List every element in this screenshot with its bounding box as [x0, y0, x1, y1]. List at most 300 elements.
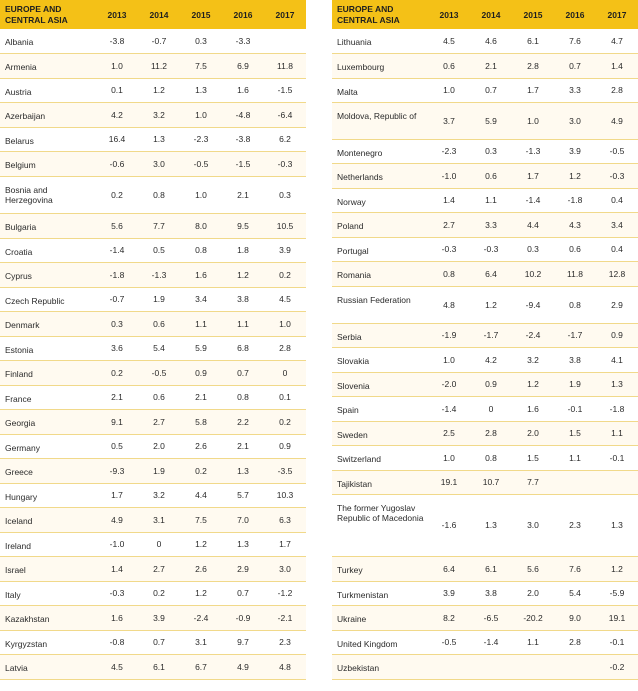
value-cell: 5.6: [512, 556, 554, 581]
value-cell: 6.7: [180, 654, 222, 679]
value-cell: -1.4: [512, 188, 554, 212]
value-cell: -0.6: [96, 151, 138, 176]
table-row: [332, 556, 638, 581]
value-cell: 1.4: [596, 53, 638, 78]
value-cell: 3.4: [180, 287, 222, 311]
value-cell: -1.8: [96, 262, 138, 287]
value-cell: 0.8: [470, 445, 512, 470]
country-name: Russian Federation: [332, 286, 428, 323]
value-cell: -0.5: [180, 151, 222, 176]
value-cell: 0.6: [470, 163, 512, 188]
value-cell: 0.7: [470, 78, 512, 102]
value-cell: 0.3: [180, 29, 222, 53]
table-row: [332, 78, 638, 102]
value-cell: 1.0: [428, 347, 470, 372]
value-cell: -0.3: [470, 237, 512, 261]
value-cell: 5.8: [180, 409, 222, 434]
value-cell: 2.7: [138, 409, 180, 434]
value-cell: 2.3: [264, 630, 306, 654]
value-cell: 2.1: [222, 176, 264, 213]
value-cell: 19.1: [596, 605, 638, 630]
value-cell: -20.2: [512, 605, 554, 630]
table-row: [0, 238, 306, 262]
value-cell: -0.1: [596, 630, 638, 654]
table-row: [332, 494, 638, 556]
country-name: Georgia: [0, 409, 96, 434]
value-cell: 6.1: [512, 29, 554, 53]
value-cell: 3.0: [264, 556, 306, 581]
value-cell: 11.8: [264, 53, 306, 78]
value-cell: 7.5: [180, 507, 222, 532]
value-cell: 3.8: [554, 347, 596, 372]
value-cell: 2.6: [180, 556, 222, 581]
table-row: [0, 507, 306, 532]
value-cell: 0.9: [596, 323, 638, 347]
table-row: [0, 262, 306, 287]
country-name: Armenia: [0, 53, 96, 78]
value-cell: 4.5: [96, 654, 138, 679]
value-cell: 4.7: [596, 29, 638, 53]
value-cell: 2.8: [264, 336, 306, 360]
value-cell: 0.3: [512, 237, 554, 261]
country-name: Netherlands: [332, 163, 428, 188]
value-cell: -0.3: [96, 581, 138, 605]
value-cell: -0.1: [596, 445, 638, 470]
value-cell: 0.8: [138, 176, 180, 213]
country-name: Estonia: [0, 336, 96, 360]
left-year-header: 2016: [222, 0, 264, 29]
value-cell: 1.2: [554, 163, 596, 188]
value-cell: 0.3: [96, 311, 138, 336]
country-name: Israel: [0, 556, 96, 581]
value-cell: -5.9: [596, 581, 638, 605]
value-cell: 0.7: [138, 630, 180, 654]
right-year-header: 2015: [512, 0, 554, 29]
value-cell: 0.3: [264, 176, 306, 213]
country-name: Luxembourg: [332, 53, 428, 78]
country-name: Finland: [0, 360, 96, 385]
value-cell: 2.8: [596, 78, 638, 102]
value-cell: -0.7: [138, 29, 180, 53]
value-cell: 4.2: [470, 347, 512, 372]
value-cell: 0.1: [264, 385, 306, 409]
country-name: Croatia: [0, 238, 96, 262]
value-cell: 3.3: [470, 212, 512, 237]
value-cell: 2.9: [222, 556, 264, 581]
table-row: [0, 434, 306, 458]
value-cell: -2.0: [428, 372, 470, 396]
value-cell: 0.6: [554, 237, 596, 261]
table-row: [0, 360, 306, 385]
value-cell: 0: [470, 396, 512, 421]
value-cell: -0.3: [428, 237, 470, 261]
value-cell: 3.9: [138, 605, 180, 630]
value-cell: 1.0: [180, 176, 222, 213]
value-cell: 1.1: [554, 445, 596, 470]
value-cell: -1.8: [554, 188, 596, 212]
table-row: [0, 385, 306, 409]
table-row: [0, 311, 306, 336]
country-name: Malta: [332, 78, 428, 102]
value-cell: 2.0: [512, 581, 554, 605]
value-cell: -1.5: [264, 78, 306, 102]
table-row: [0, 151, 306, 176]
table-row: [0, 409, 306, 434]
value-cell: 4.5: [264, 287, 306, 311]
country-name: Moldova, Republic of: [332, 102, 428, 139]
value-cell: 0.2: [138, 581, 180, 605]
value-cell: [470, 654, 512, 679]
country-name: Ukraine: [332, 605, 428, 630]
value-cell: -0.5: [138, 360, 180, 385]
table-row: [0, 213, 306, 238]
value-cell: -1.3: [138, 262, 180, 287]
value-cell: 16.4: [96, 127, 138, 151]
value-cell: 1.3: [470, 494, 512, 556]
country-name: Kyrgyzstan: [0, 630, 96, 654]
value-cell: 1.2: [512, 372, 554, 396]
value-cell: 1.3: [596, 494, 638, 556]
value-cell: 6.3: [264, 507, 306, 532]
table-row: [0, 102, 306, 127]
value-cell: 9.7: [222, 630, 264, 654]
value-cell: 9.0: [554, 605, 596, 630]
value-cell: -1.8: [596, 396, 638, 421]
value-cell: 4.5: [428, 29, 470, 53]
value-cell: 1.4: [96, 556, 138, 581]
right-region-header: EUROPE AND CENTRAL ASIA: [332, 0, 428, 29]
country-name: Portugal: [332, 237, 428, 261]
value-cell: 0.7: [222, 360, 264, 385]
country-name: Turkey: [332, 556, 428, 581]
value-cell: 3.9: [554, 139, 596, 163]
value-cell: 7.7: [138, 213, 180, 238]
value-cell: 2.0: [138, 434, 180, 458]
value-cell: -3.3: [222, 29, 264, 53]
value-cell: 10.2: [512, 261, 554, 286]
value-cell: 2.1: [222, 434, 264, 458]
value-cell: 0.8: [222, 385, 264, 409]
value-cell: 5.4: [554, 581, 596, 605]
value-cell: -6.4: [264, 102, 306, 127]
value-cell: 0.6: [138, 385, 180, 409]
value-cell: 2.7: [428, 212, 470, 237]
value-cell: 0.2: [264, 409, 306, 434]
value-cell: 4.9: [96, 507, 138, 532]
value-cell: 9.1: [96, 409, 138, 434]
value-cell: 0.7: [554, 53, 596, 78]
table-row: [332, 29, 638, 53]
country-name: Lithuania: [332, 29, 428, 53]
table-row: [332, 445, 638, 470]
country-name: Italy: [0, 581, 96, 605]
value-cell: 5.7: [222, 483, 264, 507]
value-cell: 3.0: [512, 494, 554, 556]
value-cell: -1.7: [554, 323, 596, 347]
table-row: [0, 127, 306, 151]
value-cell: [596, 470, 638, 494]
value-cell: -1.0: [428, 163, 470, 188]
value-cell: 2.2: [222, 409, 264, 434]
value-cell: 4.2: [96, 102, 138, 127]
value-cell: 1.3: [596, 372, 638, 396]
table-row: [332, 470, 638, 494]
value-cell: 1.7: [264, 532, 306, 556]
table-row: [0, 630, 306, 654]
value-cell: 3.0: [138, 151, 180, 176]
table-row: [0, 556, 306, 581]
value-cell: 0.4: [596, 237, 638, 261]
right-table-panel: [332, 0, 638, 680]
value-cell: -2.1: [264, 605, 306, 630]
country-name: Iceland: [0, 507, 96, 532]
value-cell: 4.9: [596, 102, 638, 139]
right-table-body: [332, 29, 638, 679]
country-name: Cyprus: [0, 262, 96, 287]
value-cell: 7.0: [222, 507, 264, 532]
country-name: Serbia: [332, 323, 428, 347]
country-name: Czech Republic: [0, 287, 96, 311]
value-cell: 0.2: [180, 458, 222, 483]
value-cell: 3.0: [554, 102, 596, 139]
value-cell: -2.3: [180, 127, 222, 151]
value-cell: 3.9: [428, 581, 470, 605]
value-cell: 6.8: [222, 336, 264, 360]
table-row: [332, 323, 638, 347]
country-name: Belgium: [0, 151, 96, 176]
value-cell: 2.5: [428, 421, 470, 445]
value-cell: 6.2: [264, 127, 306, 151]
table-row: [0, 287, 306, 311]
value-cell: 1.2: [596, 556, 638, 581]
value-cell: -1.5: [222, 151, 264, 176]
country-name: Tajikistan: [332, 470, 428, 494]
value-cell: 4.3: [554, 212, 596, 237]
left-year-header: 2014: [138, 0, 180, 29]
value-cell: -6.5: [470, 605, 512, 630]
left-table-panel: [0, 0, 306, 680]
table-row: [0, 78, 306, 102]
value-cell: 1.6: [96, 605, 138, 630]
country-name: Greece: [0, 458, 96, 483]
country-name: Germany: [0, 434, 96, 458]
value-cell: -2.4: [180, 605, 222, 630]
country-name: Belarus: [0, 127, 96, 151]
value-cell: 6.1: [138, 654, 180, 679]
country-name: Kazakhstan: [0, 605, 96, 630]
value-cell: 7.6: [554, 556, 596, 581]
value-cell: -1.3: [512, 139, 554, 163]
country-name: Slovenia: [332, 372, 428, 396]
value-cell: 1.6: [512, 396, 554, 421]
value-cell: [554, 654, 596, 679]
value-cell: 1.2: [470, 286, 512, 323]
value-cell: 1.2: [138, 78, 180, 102]
value-cell: 0.8: [554, 286, 596, 323]
value-cell: 0.5: [138, 238, 180, 262]
value-cell: 1.7: [512, 163, 554, 188]
country-name: Slovakia: [332, 347, 428, 372]
value-cell: 0.9: [180, 360, 222, 385]
left-header-row: [0, 0, 306, 29]
left-table-body: [0, 29, 306, 679]
value-cell: -3.5: [264, 458, 306, 483]
value-cell: 1.3: [222, 458, 264, 483]
country-name: Norway: [332, 188, 428, 212]
value-cell: [554, 470, 596, 494]
value-cell: 6.4: [428, 556, 470, 581]
value-cell: -0.5: [428, 630, 470, 654]
value-cell: 2.6: [180, 434, 222, 458]
value-cell: 4.6: [470, 29, 512, 53]
country-name: Spain: [332, 396, 428, 421]
value-cell: 8.2: [428, 605, 470, 630]
value-cell: 2.8: [554, 630, 596, 654]
right-year-header: 2016: [554, 0, 596, 29]
country-name: France: [0, 385, 96, 409]
value-cell: 1.1: [596, 421, 638, 445]
value-cell: 11.2: [138, 53, 180, 78]
value-cell: 1.5: [512, 445, 554, 470]
value-cell: 1.2: [180, 581, 222, 605]
country-name: Denmark: [0, 311, 96, 336]
value-cell: -1.9: [428, 323, 470, 347]
value-cell: 0.6: [428, 53, 470, 78]
table-row: [0, 605, 306, 630]
country-name: Switzerland: [332, 445, 428, 470]
country-name: Sweden: [332, 421, 428, 445]
country-name: Latvia: [0, 654, 96, 679]
value-cell: [428, 654, 470, 679]
table-row: [0, 458, 306, 483]
value-cell: 1.0: [180, 102, 222, 127]
value-cell: 1.6: [180, 262, 222, 287]
table-row: [332, 237, 638, 261]
value-cell: 0.9: [470, 372, 512, 396]
value-cell: 1.0: [428, 445, 470, 470]
value-cell: 2.3: [554, 494, 596, 556]
value-cell: 9.5: [222, 213, 264, 238]
value-cell: 0.8: [180, 238, 222, 262]
value-cell: 0.3: [470, 139, 512, 163]
table-row: [0, 532, 306, 556]
value-cell: 1.6: [222, 78, 264, 102]
value-cell: 1.8: [222, 238, 264, 262]
right-year-header: 2013: [428, 0, 470, 29]
value-cell: 1.0: [512, 102, 554, 139]
table-row: [332, 347, 638, 372]
country-name: Montenegro: [332, 139, 428, 163]
value-cell: 1.1: [470, 188, 512, 212]
value-cell: 1.1: [222, 311, 264, 336]
value-cell: 1.2: [180, 532, 222, 556]
value-cell: -0.5: [596, 139, 638, 163]
value-cell: 3.1: [138, 507, 180, 532]
value-cell: -1.7: [470, 323, 512, 347]
value-cell: 6.9: [222, 53, 264, 78]
table-row: [332, 605, 638, 630]
value-cell: 2.9: [596, 286, 638, 323]
country-name: Uzbekistan: [332, 654, 428, 679]
country-name: Azerbaijan: [0, 102, 96, 127]
table-row: [332, 286, 638, 323]
table-row: [332, 102, 638, 139]
value-cell: 3.2: [138, 102, 180, 127]
value-cell: 4.8: [428, 286, 470, 323]
table-row: [332, 261, 638, 286]
value-cell: 1.3: [222, 532, 264, 556]
value-cell: -3.8: [222, 127, 264, 151]
right-header-row: [332, 0, 638, 29]
value-cell: 0.2: [96, 360, 138, 385]
value-cell: -1.4: [96, 238, 138, 262]
value-cell: 1.0: [96, 53, 138, 78]
value-cell: 0.6: [138, 311, 180, 336]
value-cell: 5.9: [470, 102, 512, 139]
value-cell: 4.1: [596, 347, 638, 372]
table-row: [332, 630, 638, 654]
value-cell: 1.1: [180, 311, 222, 336]
value-cell: 10.7: [470, 470, 512, 494]
value-cell: 0.1: [96, 78, 138, 102]
value-cell: 2.1: [96, 385, 138, 409]
table-row: [332, 212, 638, 237]
value-cell: 12.8: [596, 261, 638, 286]
table-row: [332, 53, 638, 78]
table-row: [332, 421, 638, 445]
value-cell: 1.0: [264, 311, 306, 336]
value-cell: 5.9: [180, 336, 222, 360]
left-data-table: [0, 0, 306, 680]
value-cell: 1.7: [96, 483, 138, 507]
table-row: [332, 139, 638, 163]
table-row: [332, 396, 638, 421]
value-cell: 5.4: [138, 336, 180, 360]
table-row: [332, 163, 638, 188]
country-name: Ireland: [0, 532, 96, 556]
value-cell: 0.8: [428, 261, 470, 286]
table-row: [332, 188, 638, 212]
value-cell: 11.8: [554, 261, 596, 286]
left-year-header: 2013: [96, 0, 138, 29]
table-row: [0, 53, 306, 78]
value-cell: 2.8: [512, 53, 554, 78]
value-cell: 3.2: [512, 347, 554, 372]
value-cell: 0: [264, 360, 306, 385]
value-cell: 3.4: [596, 212, 638, 237]
country-name: Bulgaria: [0, 213, 96, 238]
value-cell: -1.2: [264, 581, 306, 605]
value-cell: 3.2: [138, 483, 180, 507]
right-data-table: [332, 0, 638, 680]
value-cell: 8.0: [180, 213, 222, 238]
value-cell: 3.8: [470, 581, 512, 605]
value-cell: -0.1: [554, 396, 596, 421]
value-cell: -9.3: [96, 458, 138, 483]
value-cell: -4.8: [222, 102, 264, 127]
value-cell: 0.4: [596, 188, 638, 212]
value-cell: 7.6: [554, 29, 596, 53]
value-cell: 0.2: [96, 176, 138, 213]
value-cell: 3.9: [264, 238, 306, 262]
value-cell: -1.0: [96, 532, 138, 556]
value-cell: 10.3: [264, 483, 306, 507]
value-cell: 1.5: [554, 421, 596, 445]
value-cell: 2.0: [512, 421, 554, 445]
value-cell: -0.2: [596, 654, 638, 679]
country-name: Bosnia and Herzegovina: [0, 176, 96, 213]
value-cell: 1.2: [222, 262, 264, 287]
